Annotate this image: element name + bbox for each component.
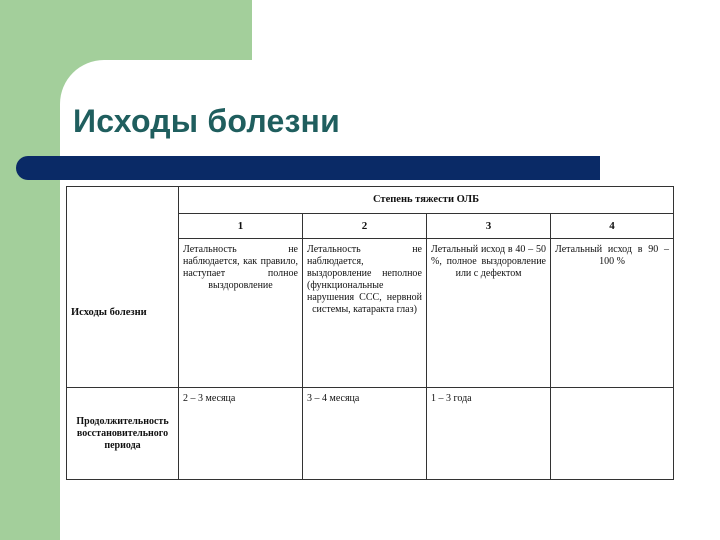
table-row [67,239,674,388]
row-label-recovery-duration: Продолжительность восстановительного периода [67,388,179,480]
table-header-row-group [67,187,674,214]
table-cell [551,388,674,480]
table-row [67,388,674,480]
table-cell: 2 – 3 месяца [179,388,303,480]
degree-header-1: 1 [179,214,303,239]
severity-group-header: Степень тяжести ОЛБ [179,187,674,214]
table-cell: 3 – 4 месяца [303,388,427,480]
row-label-outcomes: Исходы болезни [67,239,179,388]
table-cell: 1 – 3 года [427,388,551,480]
table-cell: Летальный исход в 90 – 100 % [551,239,674,388]
table-corner-cell [67,187,179,239]
degree-header-3: 3 [427,214,551,239]
table-cell: Летальный исход в 40 – 50 %, полное выздоровление или с дефектом [427,239,551,388]
title-underline-bar [16,156,600,180]
outcomes-table [66,186,674,480]
slide-title: Исходы болезни [73,103,340,139]
degree-header-4: 4 [551,214,674,239]
table-cell: Летальность не наблюдается, как правило, наступает полное выздоровление [179,239,303,388]
degree-header-2: 2 [303,214,427,239]
table-cell: Летальность не наблюдается, выздоровление неполное (функциональные нарушения ССС, нервной системы, катаракта глаз) [303,239,427,388]
